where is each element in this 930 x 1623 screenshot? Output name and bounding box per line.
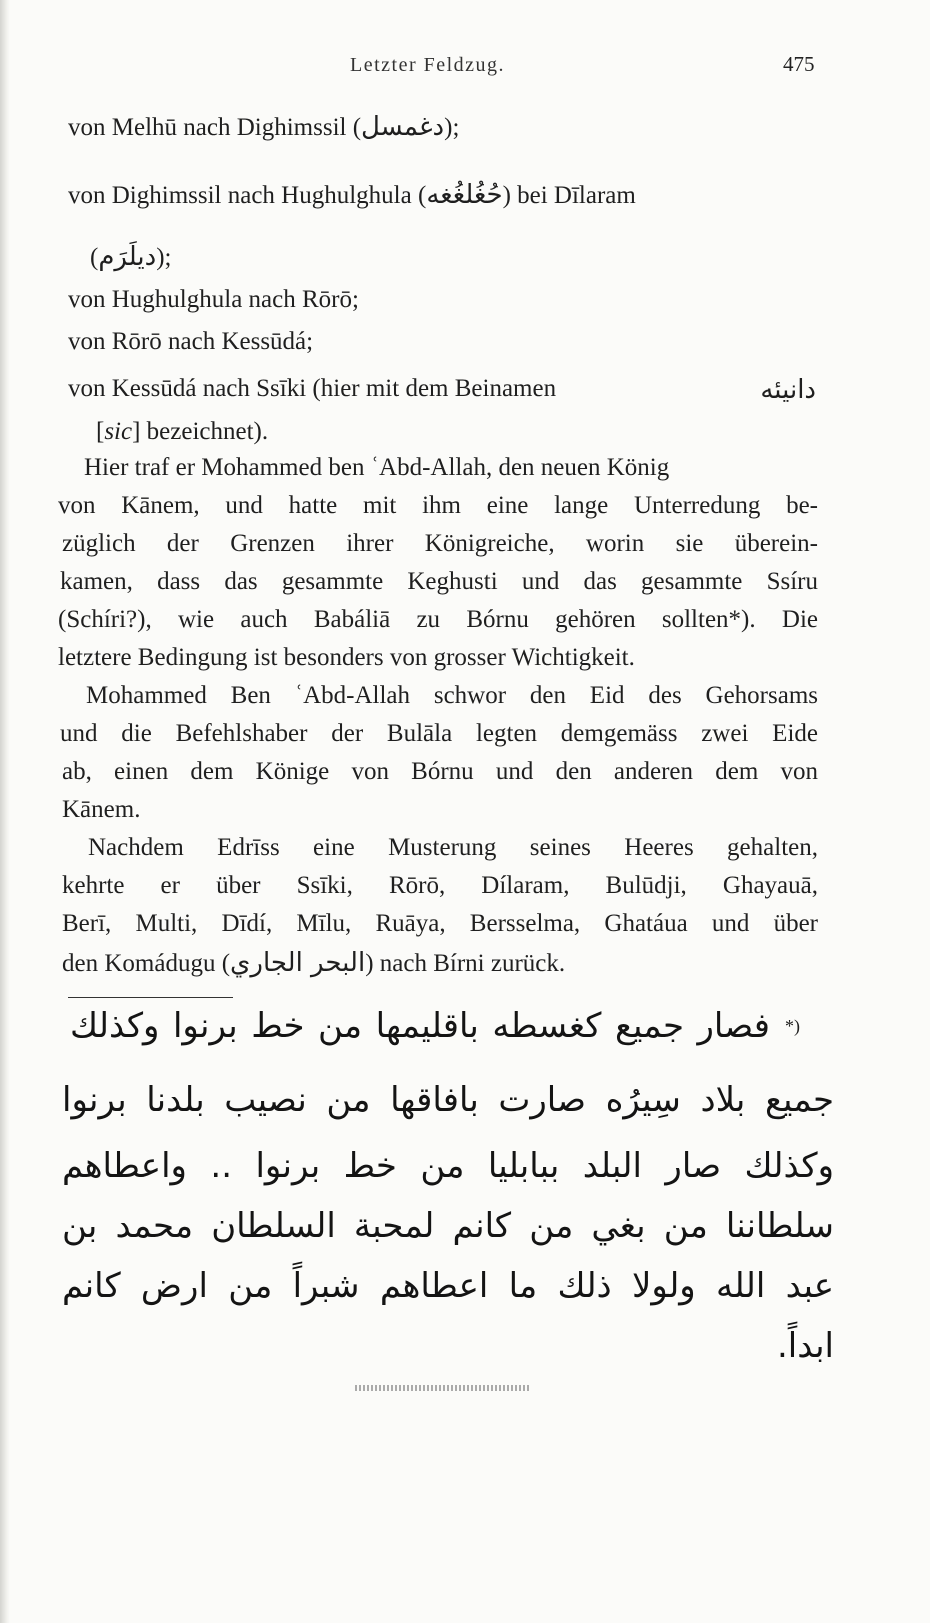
text-line: (Schíri?), wie auch Babáliā zu Bórnu gehören sollten*). Die — [58, 606, 818, 633]
text-line: Berī, Multi, Dīdí, Mīlu, Ruāya, Bersselma, Ghatáua und über — [62, 910, 818, 937]
footnote-marker: *) — [785, 1016, 800, 1036]
text-line: den Komádugu (البحر الجاري) nach Bírni zurück. — [62, 948, 566, 978]
arabic-place-name: دیلَرَم — [98, 242, 157, 272]
text-line: kamen, dass das gesammte Keghusti und das gesammte Ssíru — [60, 568, 818, 595]
footnote-arabic-line: ابداً. — [776, 1326, 834, 1366]
running-title: Letzter Feldzug. — [350, 54, 506, 76]
page-number: 475 — [783, 52, 815, 76]
text-line: kehrte er über Ssīki, Rōrō, Dílaram, Bulūdji, Ghayauā, — [62, 872, 818, 899]
arabic-place-name: دغمسل — [361, 112, 445, 142]
text-line: von Hughulghula nach Rōrō; — [68, 286, 359, 313]
text-line: züglich der Grenzen ihrer Königreiche, worin sie überein- — [62, 530, 818, 557]
text-line: Mohammed Ben ʿAbd-Allah schwor den Eid des Gehorsams — [86, 682, 818, 709]
scan-edge-shadow — [0, 0, 10, 1623]
footnote-arabic-line: فصار جميع كغسطه باقليمها من خط برنوا وكذلك — [70, 1006, 770, 1046]
text-line: von Melhū nach Dighimssil (دغمسل); — [68, 112, 460, 142]
arabic-river-name: البحر الجاري — [230, 948, 366, 978]
footnote-arabic-line: عبد الله ولولا ذلك ما اعطاهم شبراً من ارض كانم — [62, 1266, 834, 1306]
text-line: Nachdem Edrīss eine Musterung seines Heeres gehalten, — [88, 834, 818, 861]
text-line: ab, einen dem Könige von Bórnu und den anderen dem von — [62, 758, 818, 785]
sic-marker: sic — [104, 418, 133, 445]
text-line: Kānem. — [62, 796, 141, 823]
footnote-arabic-line: جميع بلاد سِيرُه صارت بافاقها من نصيب بلدنا برنوا — [62, 1080, 834, 1120]
end-flourish — [355, 1385, 530, 1391]
text-line: von Kānem, und hatte mit ihm eine lange Unterredung be- — [58, 492, 818, 519]
footnote-arabic-line: سلطاننا من بغي من كانم لمحبة السلطان محمد بن — [62, 1206, 834, 1246]
text-line: Hier traf er Mohammed ben ʿAbd-Allah, den neuen König — [84, 454, 670, 481]
text-line: von Kessūdá nach Ssīki (hier mit dem Beinamen دانیئه — [68, 375, 816, 405]
footnote-rule — [68, 997, 233, 998]
text-line: und die Befehlshaber der Bulāla legten demgemäss zwei Eide — [60, 720, 818, 747]
arabic-place-name: حُغُلغُغه — [426, 180, 503, 210]
text-line: (دیلَرَم); — [90, 242, 172, 272]
text-line: von Rōrō nach Kessūdá; — [68, 328, 314, 355]
text-line: letztere Bedingung ist besonders von grosser Wichtigkeit. — [58, 644, 635, 671]
arabic-epithet: دانیئه — [760, 375, 816, 405]
text-line: [sic] bezeichnet). — [96, 418, 269, 445]
text-line: von Dighimssil nach Hughulghula (حُغُلغُغه) bei Dīlaram — [68, 180, 636, 210]
footnote-arabic-line: وكذلك صار البلد ببابليا من خط برنوا .. واعطاهم — [62, 1146, 834, 1186]
